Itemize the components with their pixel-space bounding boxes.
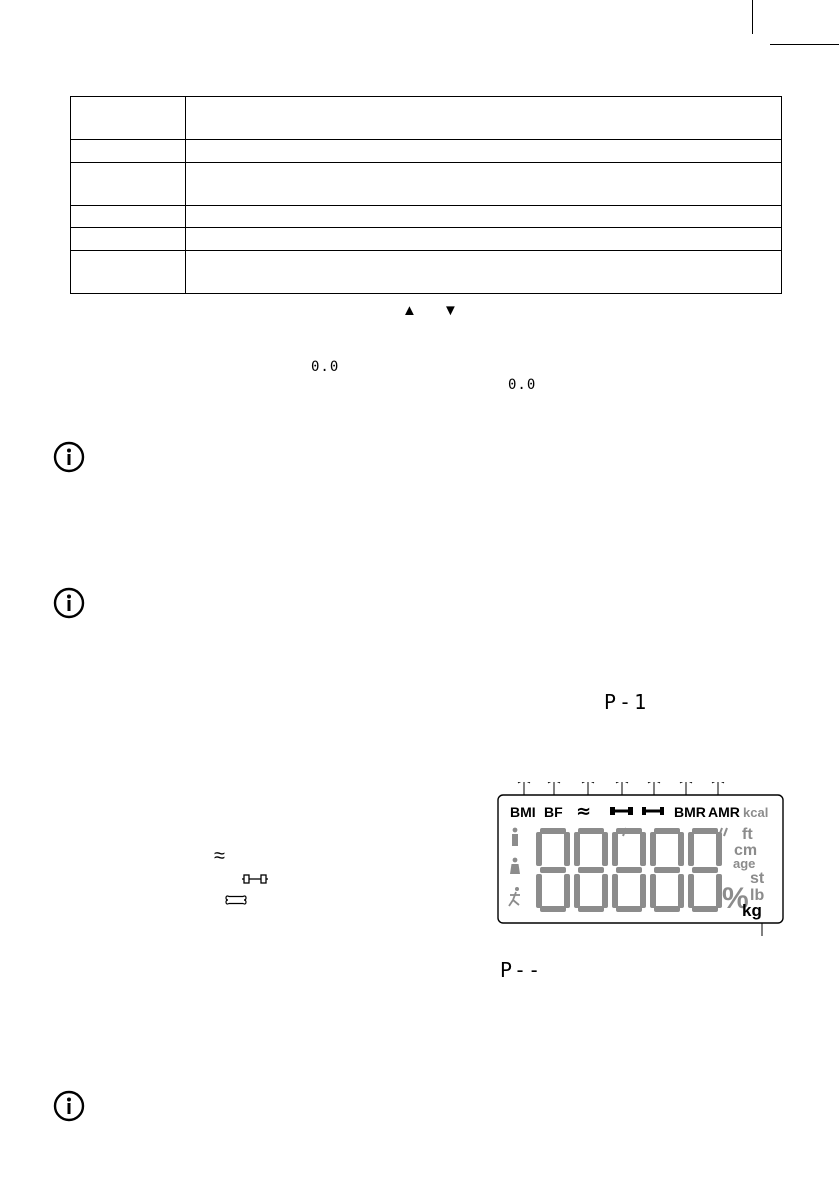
lcd-segment	[654, 867, 680, 873]
lcd-segment	[616, 828, 642, 834]
table-row	[71, 97, 782, 140]
lcd-segment	[716, 832, 722, 866]
crop-mark-vertical	[752, 0, 753, 34]
table-cell-desc	[186, 140, 782, 163]
lcd-display-svg	[496, 782, 786, 938]
lcd-segment	[578, 867, 604, 873]
down-arrow-icon: ▼	[443, 302, 458, 319]
table-cell-param	[71, 140, 186, 163]
lcd-unit-age: age	[733, 856, 756, 871]
table-cell-desc	[186, 205, 782, 228]
table-row	[71, 250, 782, 293]
lcd-segment	[536, 832, 542, 866]
lcd-unit-kg: kg	[742, 901, 762, 920]
lcd-label-bmr: BMR	[674, 804, 706, 820]
water-symbol: ≈	[214, 845, 225, 867]
male-user-icon	[512, 828, 518, 846]
display-zero-readout: 0.0	[508, 377, 537, 393]
lcd-segment	[602, 832, 608, 866]
lcd-segment	[650, 832, 656, 866]
lcd-segment	[678, 832, 684, 866]
table-cell-desc	[186, 97, 782, 140]
lcd-segment	[564, 832, 570, 866]
lcd-segment	[536, 874, 542, 908]
table-cell-desc	[186, 228, 782, 251]
table-cell-param	[71, 205, 186, 228]
lcd-segment	[616, 867, 642, 873]
lcd-segment	[640, 832, 646, 866]
table-row	[71, 228, 782, 251]
lcd-unit-st: st	[750, 870, 765, 887]
lcd-segment	[692, 828, 718, 834]
lcd-segment	[574, 874, 580, 908]
lcd-unit-percent: %	[722, 882, 749, 915]
lcd-segment	[602, 874, 608, 908]
info-icon	[53, 587, 85, 619]
display-zero-readout: 0.0	[311, 359, 340, 375]
lcd-segment	[564, 874, 570, 908]
lcd-label-bmi: BMI	[510, 804, 536, 820]
lcd-segment	[540, 828, 566, 834]
lcd-segment	[640, 874, 646, 908]
lcd-segment	[540, 867, 566, 873]
lcd-label-amr: AMR	[708, 804, 740, 820]
lcd-segment	[574, 832, 580, 866]
lcd-label-kcal: kcal	[743, 805, 769, 820]
lcd-label-bf: BF	[544, 804, 563, 820]
lcd-segment	[612, 832, 618, 866]
table-cell-param	[71, 228, 186, 251]
lcd-segment	[688, 874, 694, 908]
crop-mark-horizontal	[770, 44, 839, 45]
muscle-dumbbell-icon	[242, 873, 268, 885]
lcd-unit-ft: ft	[742, 826, 753, 843]
info-icon	[53, 1090, 85, 1122]
table-cell-param	[71, 250, 186, 293]
table-cell-param	[71, 97, 186, 140]
lcd-segment	[578, 828, 604, 834]
lcd-segment	[678, 874, 684, 908]
lcd-decimal-point	[587, 868, 591, 872]
lcd-unit-lb: lb	[750, 887, 765, 904]
up-arrow-icon: ▲	[402, 302, 417, 319]
parameter-table	[70, 96, 782, 294]
display-p1-readout: P-1	[604, 690, 650, 714]
table-row	[71, 140, 782, 163]
lcd-segment	[692, 906, 718, 912]
lcd-label-water: ≈	[576, 801, 592, 822]
table-cell-desc	[186, 250, 782, 293]
lcd-decimal-point	[590, 906, 594, 910]
lcd-segment	[688, 832, 694, 866]
display-pdash-readout: P--	[500, 958, 543, 982]
info-icon	[53, 441, 85, 473]
lcd-segment	[650, 874, 656, 908]
lcd-segment	[692, 867, 718, 873]
lcd-segment	[612, 874, 618, 908]
lcd-decimal-point	[666, 906, 670, 910]
bone-icon	[225, 894, 247, 906]
crop-marks	[0, 0, 839, 50]
table-cell-param	[71, 162, 186, 205]
table-row	[71, 205, 782, 228]
lcd-unit-cm: cm	[734, 842, 758, 859]
lcd-segment	[654, 828, 680, 834]
table-row	[71, 162, 782, 205]
lcd-segment	[540, 906, 566, 912]
lcd-display-figure	[496, 782, 786, 938]
table-cell-desc	[186, 162, 782, 205]
lcd-segment	[616, 906, 642, 912]
